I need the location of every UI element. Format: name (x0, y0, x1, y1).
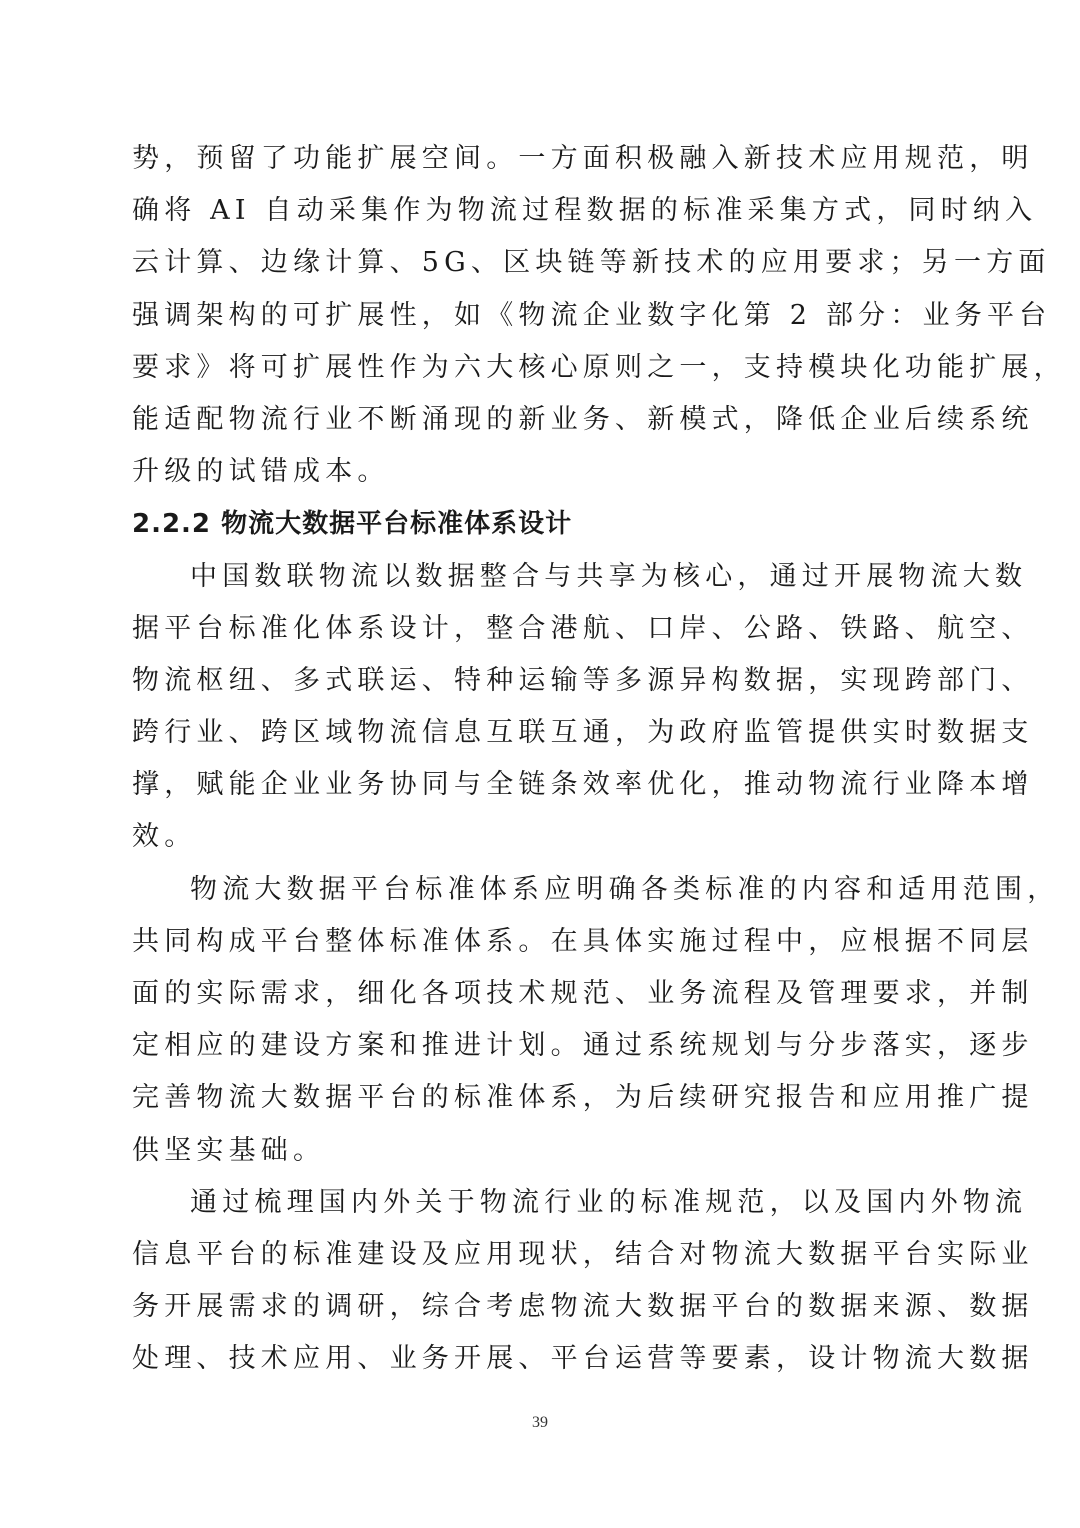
text-line: 务开展需求的调研，综合考虑物流大数据平台的数据来源、数据 (132, 1291, 1034, 1323)
text-line: 云计算、边缘计算、5G、区块链等新技术的应用要求；另一方面 (132, 247, 1051, 279)
text-line: 能适配物流行业不断涌现的新业务、新模式，降低企业后续系统 (132, 403, 1034, 435)
text-line: 势，预留了功能扩展空间。一方面积极融入新技术应用规范，明 (132, 143, 1034, 174)
paragraph-1 (132, 551, 1034, 864)
text-line: 定相应的建设方案和推进计划。通过系统规划与分步落实，逐步 (132, 1030, 1034, 1062)
text-line: 供坚实基础。 (132, 1134, 326, 1166)
text-line: 强调架构的可扩展性，如《物流企业数字化第 2 部分：业务平台 (132, 299, 1052, 331)
text-line: 跨行业、跨区域物流信息互联互通，为政府监管提供实时数据支 (132, 717, 1034, 749)
text-line: 处理、技术应用、业务开展、平台运营等要素，设计物流大数据 (132, 1343, 1034, 1375)
paragraph-3 (132, 1177, 1034, 1386)
text-line: 通过梳理国内外关于物流行业的标准规范，以及国内外物流 (190, 1186, 1028, 1218)
text-line: 确将 AI 自动采集作为物流过程数据的标准采集方式，同时纳入 (132, 195, 1038, 227)
text-line: 中国数联物流以数据整合与共享为核心，通过开展物流大数 (190, 560, 1028, 592)
text-line: 据平台标准化体系设计，整合港航、口岸、公路、铁路、航空、 (132, 612, 1034, 644)
text-line: 效。 (132, 821, 197, 853)
text-line: 共同构成平台整体标准体系。在具体实施过程中，应根据不同层 (132, 925, 1034, 957)
section-heading: 2.2.2 物流大数据平台标准体系设计 (132, 509, 573, 540)
paragraph-continued (132, 133, 1066, 498)
text-line: 升级的试错成本。 (132, 456, 390, 488)
document-body (132, 133, 1066, 1386)
text-line: 信息平台的标准建设及应用现状，结合对物流大数据平台实际业 (132, 1238, 1034, 1270)
page-number: 39 (532, 1414, 548, 1431)
text-line: 要求》将可扩展性作为六大核心原则之一，支持模块化功能扩展， (132, 351, 1066, 383)
text-line: 面的实际需求，细化各项技术规范、业务流程及管理要求，并制 (132, 978, 1034, 1009)
text-line: 物流枢纽、多式联运、特种运输等多源异构数据，实现跨部门、 (132, 664, 1034, 696)
text-line: 物流大数据平台标准体系应明确各类标准的内容和适用范围， (190, 873, 1060, 905)
text-line: 撑，赋能企业业务协同与全链条效率优化，推动物流行业降本增 (132, 769, 1034, 801)
paragraph-2 (132, 864, 1060, 1177)
text-line: 完善物流大数据平台的标准体系，为后续研究报告和应用推广提 (132, 1082, 1034, 1114)
